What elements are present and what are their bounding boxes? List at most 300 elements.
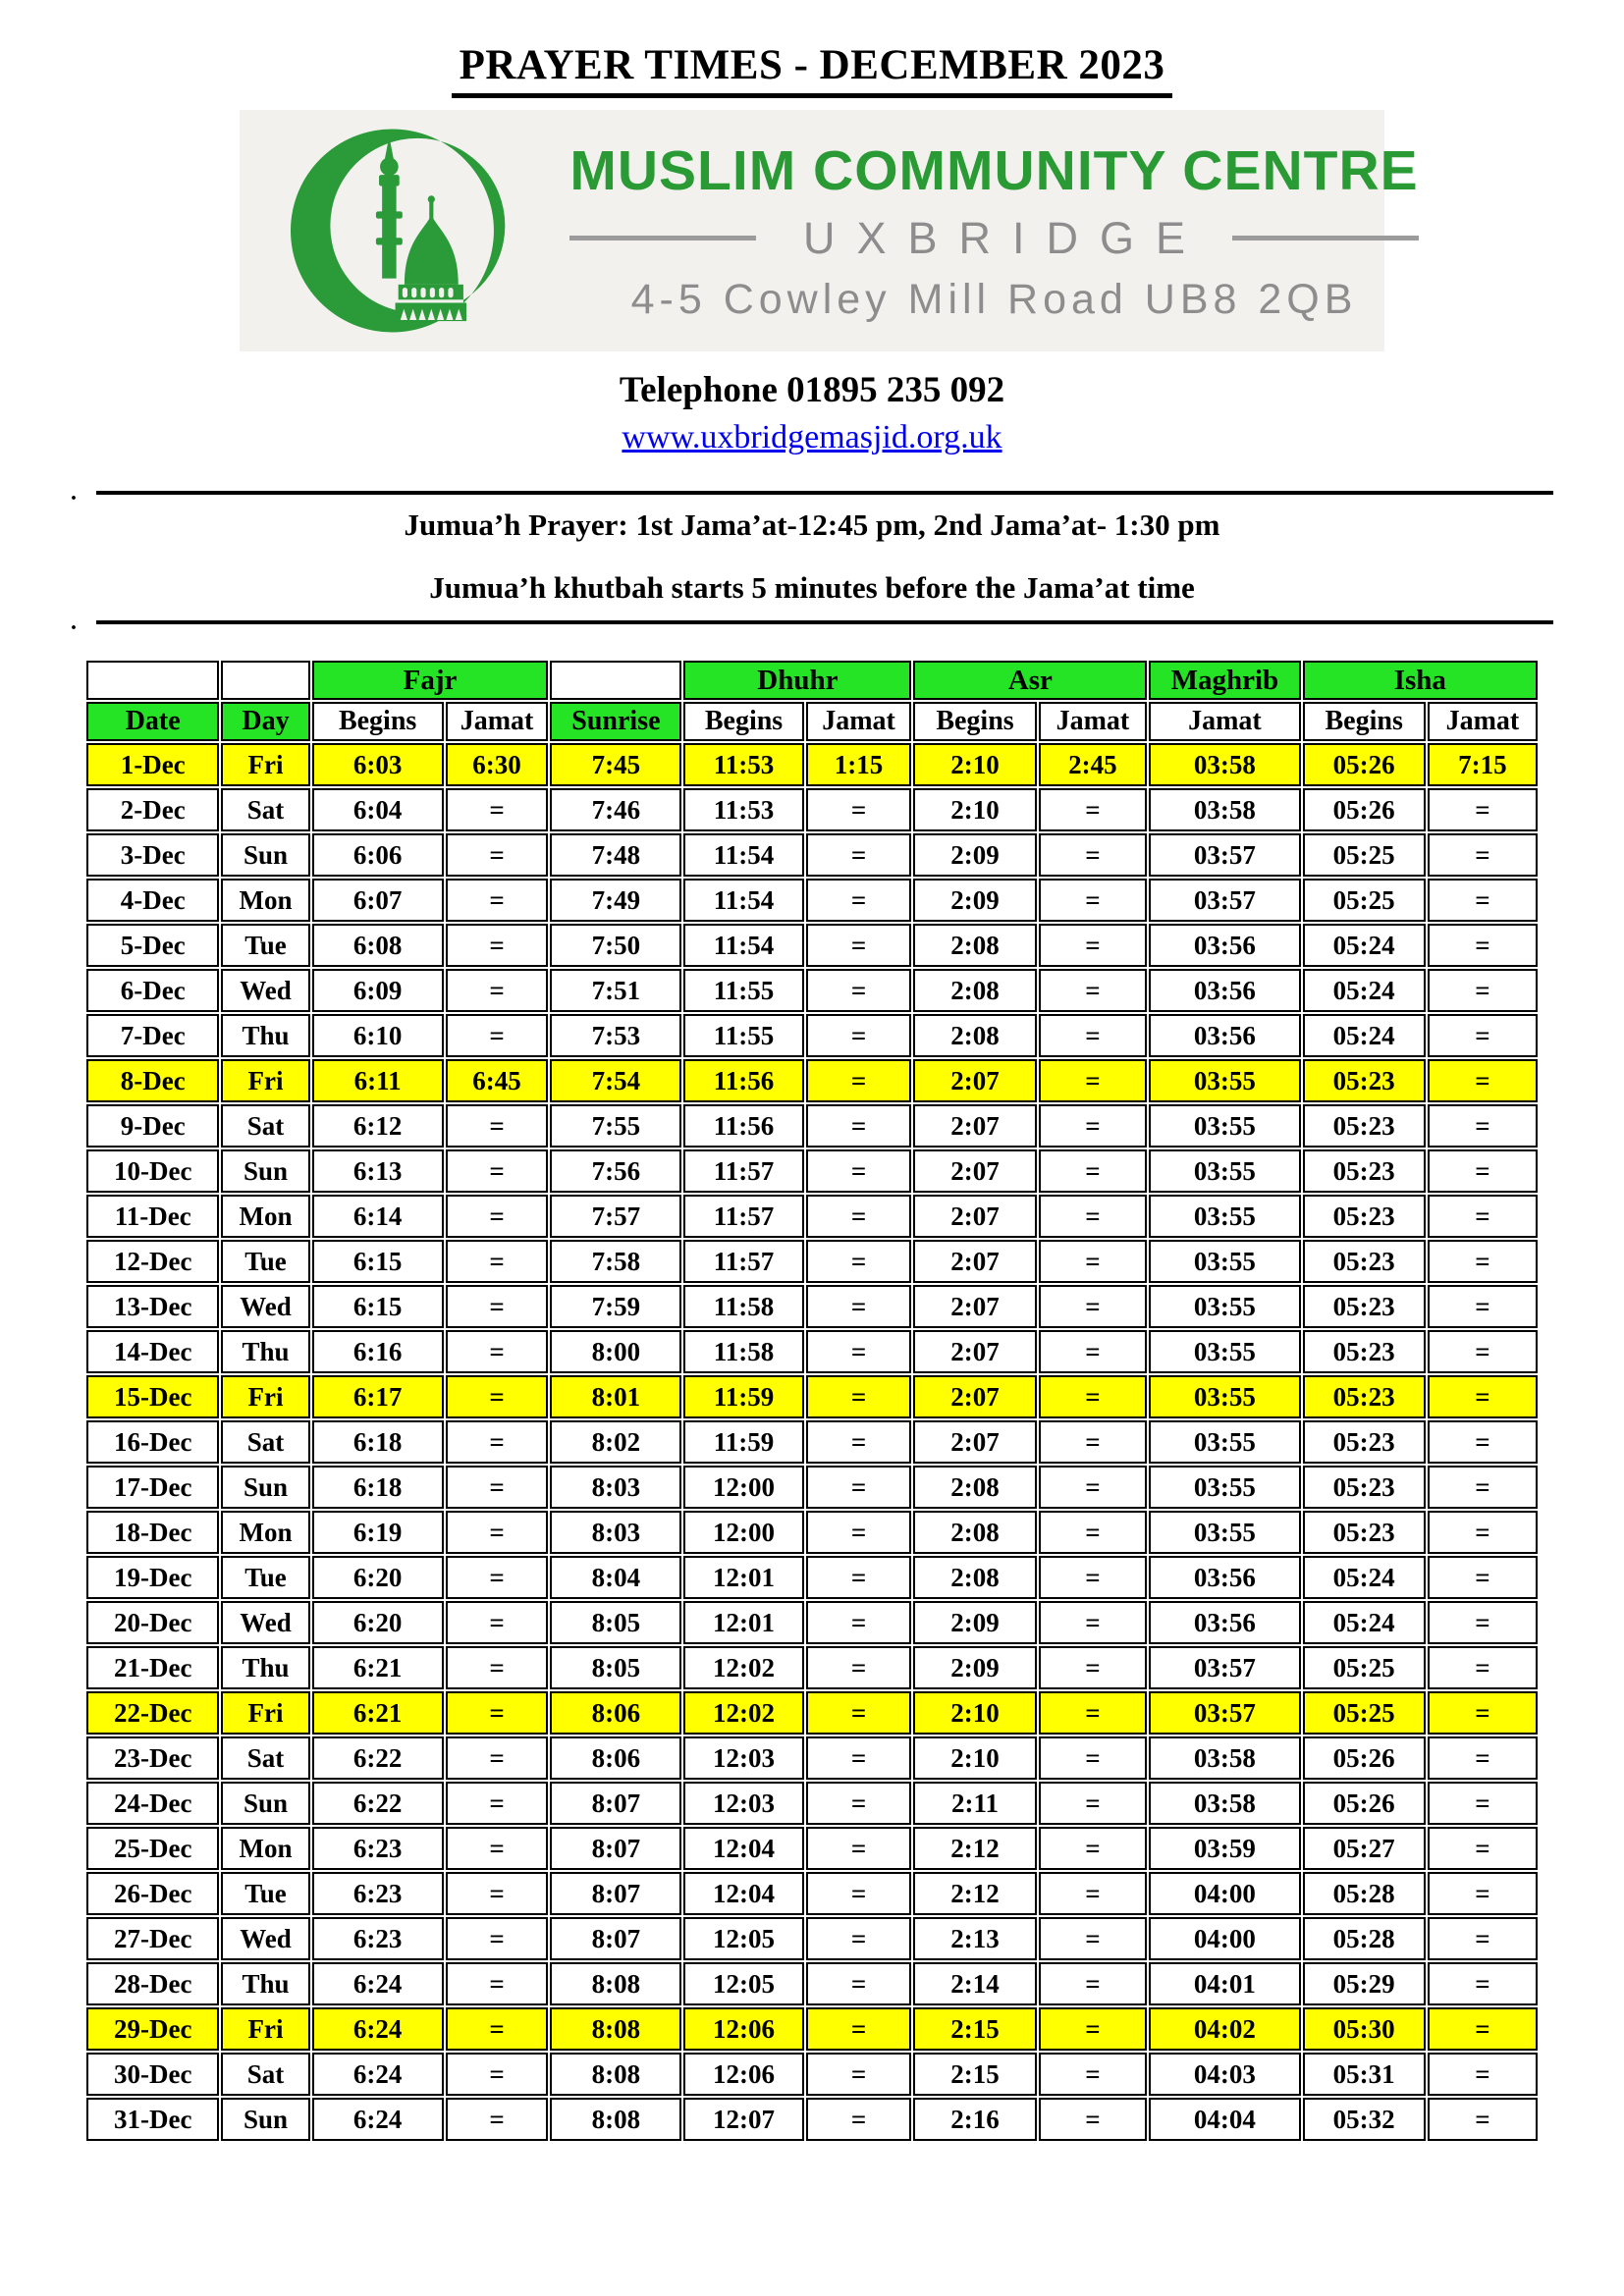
cell-maghrib-jamat: 03:56 xyxy=(1149,1601,1300,1644)
cell-maghrib-jamat: 04:01 xyxy=(1149,1962,1300,2005)
cell-isha-begins: 05:25 xyxy=(1303,1646,1426,1689)
table-row xyxy=(86,1285,1538,1328)
cell-dhuhr-jamat: = xyxy=(806,788,912,831)
cell-isha-jamat: = xyxy=(1428,1059,1538,1102)
table-row xyxy=(86,1917,1538,1960)
column-header-row xyxy=(86,702,1538,741)
cell-fajr-jamat: = xyxy=(446,1646,549,1689)
cell-isha-begins: 05:23 xyxy=(1303,1104,1426,1148)
cell-date: 22-Dec xyxy=(86,1691,219,1735)
cell-fajr-begins: 6:11 xyxy=(312,1059,444,1102)
cell-fajr-begins: 6:04 xyxy=(312,788,444,831)
cell-fajr-jamat: = xyxy=(446,1872,549,1915)
cell-asr-jamat: = xyxy=(1039,1827,1148,1870)
cell-date: 19-Dec xyxy=(86,1556,219,1599)
cell-asr-jamat: 2:45 xyxy=(1039,743,1148,786)
cell-asr-jamat: = xyxy=(1039,1330,1148,1373)
cell-sunrise: 7:54 xyxy=(550,1059,681,1102)
cell-fajr-jamat: = xyxy=(446,1466,549,1509)
cell-sunrise: 8:03 xyxy=(550,1466,681,1509)
cell-asr-begins: 2:09 xyxy=(913,1646,1036,1689)
cell-day: Sun xyxy=(221,1782,309,1825)
table-row xyxy=(86,1014,1538,1057)
cell-dhuhr-jamat: = xyxy=(806,1827,912,1870)
cell-fajr-begins: 6:22 xyxy=(312,1782,444,1825)
cell-date: 21-Dec xyxy=(86,1646,219,1689)
cell-dhuhr-begins: 11:54 xyxy=(683,879,803,922)
cell-isha-begins: 05:23 xyxy=(1303,1285,1426,1328)
cell-maghrib-jamat: 04:00 xyxy=(1149,1917,1300,1960)
cell-day: Mon xyxy=(221,1511,309,1554)
col-header-asr-begins: Begins xyxy=(913,702,1036,741)
cell-asr-begins: 2:15 xyxy=(913,2007,1036,2051)
cell-isha-begins: 05:27 xyxy=(1303,1827,1426,1870)
cell-fajr-jamat: = xyxy=(446,1917,549,1960)
cell-day: Wed xyxy=(221,1917,309,1960)
cell-asr-jamat: = xyxy=(1039,1240,1148,1283)
cell-isha-jamat: = xyxy=(1428,1646,1538,1689)
cell-asr-jamat: = xyxy=(1039,1149,1148,1193)
cell-maghrib-jamat: 03:56 xyxy=(1149,969,1300,1012)
cell-day: Thu xyxy=(221,1962,309,2005)
cell-dhuhr-begins: 12:05 xyxy=(683,1962,803,2005)
cell-fajr-jamat: = xyxy=(446,1782,549,1825)
cell-maghrib-jamat: 03:55 xyxy=(1149,1466,1300,1509)
cell-day: Sat xyxy=(221,1736,309,1780)
cell-day: Mon xyxy=(221,879,309,922)
cell-dhuhr-jamat: = xyxy=(806,1375,912,1418)
cell-isha-begins: 05:30 xyxy=(1303,2007,1426,2051)
right-rule-line xyxy=(1232,236,1419,240)
cell-asr-begins: 2:08 xyxy=(913,969,1036,1012)
table-row xyxy=(86,1466,1538,1509)
cell-fajr-begins: 6:07 xyxy=(312,879,444,922)
cell-dhuhr-begins: 11:55 xyxy=(683,969,803,1012)
table-row xyxy=(86,1195,1538,1238)
cell-fajr-begins: 6:13 xyxy=(312,1149,444,1193)
cell-dhuhr-begins: 12:02 xyxy=(683,1646,803,1689)
left-rule-line xyxy=(569,236,756,240)
cell-dhuhr-begins: 11:57 xyxy=(683,1195,803,1238)
cell-day: Fri xyxy=(221,743,309,786)
cell-isha-begins: 05:28 xyxy=(1303,1872,1426,1915)
cell-asr-begins: 2:15 xyxy=(913,2053,1036,2096)
cell-fajr-begins: 6:21 xyxy=(312,1646,444,1689)
cell-dhuhr-begins: 11:57 xyxy=(683,1149,803,1193)
cell-day: Fri xyxy=(221,1059,309,1102)
cell-asr-begins: 2:10 xyxy=(913,1736,1036,1780)
cell-dhuhr-jamat: = xyxy=(806,2053,912,2096)
cell-dhuhr-begins: 12:01 xyxy=(683,1556,803,1599)
cell-dhuhr-begins: 12:06 xyxy=(683,2007,803,2051)
cell-dhuhr-jamat: = xyxy=(806,1691,912,1735)
cell-sunrise: 7:56 xyxy=(550,1149,681,1193)
logo-banner xyxy=(240,110,1419,351)
cell-asr-jamat: = xyxy=(1039,2098,1148,2141)
table-row xyxy=(86,924,1538,967)
cell-asr-begins: 2:09 xyxy=(913,879,1036,922)
cell-asr-jamat: = xyxy=(1039,1511,1148,1554)
cell-isha-begins: 05:23 xyxy=(1303,1375,1426,1418)
cell-maghrib-jamat: 03:55 xyxy=(1149,1059,1300,1102)
cell-isha-jamat: 7:15 xyxy=(1428,743,1538,786)
cell-asr-jamat: = xyxy=(1039,1466,1148,1509)
cell-asr-jamat: = xyxy=(1039,1556,1148,1599)
cell-isha-begins: 05:25 xyxy=(1303,879,1426,922)
cell-fajr-begins: 6:06 xyxy=(312,833,444,877)
cell-fajr-begins: 6:09 xyxy=(312,969,444,1012)
cell-fajr-begins: 6:24 xyxy=(312,2007,444,2051)
cell-isha-jamat: = xyxy=(1428,1736,1538,1780)
col-header-dhuhr-jamat: Jamat xyxy=(806,702,912,741)
cell-fajr-begins: 6:15 xyxy=(312,1240,444,1283)
cell-date: 10-Dec xyxy=(86,1149,219,1193)
cell-asr-jamat: = xyxy=(1039,1195,1148,1238)
separator-rule-top xyxy=(71,480,1553,506)
cell-asr-jamat: = xyxy=(1039,1104,1148,1148)
cell-asr-begins: 2:09 xyxy=(913,1601,1036,1644)
cell-dhuhr-begins: 12:07 xyxy=(683,2098,803,2141)
cell-isha-jamat: = xyxy=(1428,924,1538,967)
cell-day: Sun xyxy=(221,2098,309,2141)
cell-fajr-jamat: = xyxy=(446,2007,549,2051)
cell-sunrise: 8:07 xyxy=(550,1827,681,1870)
cell-maghrib-jamat: 03:58 xyxy=(1149,1736,1300,1780)
cell-fajr-begins: 6:20 xyxy=(312,1556,444,1599)
rule-line xyxy=(96,491,1553,495)
cell-isha-jamat: = xyxy=(1428,1917,1538,1960)
org-name: MUSLIM COMMUNITY CENTRE xyxy=(569,138,1419,202)
cell-sunrise: 8:08 xyxy=(550,1962,681,2005)
cell-date: 7-Dec xyxy=(86,1014,219,1057)
website-link[interactable]: www.uxbridgemasjid.org.uk xyxy=(622,419,1002,455)
cell-date: 9-Dec xyxy=(86,1104,219,1148)
cell-asr-jamat: = xyxy=(1039,969,1148,1012)
mosque-crescent-logo xyxy=(245,114,569,347)
cell-date: 24-Dec xyxy=(86,1782,219,1825)
cell-day: Thu xyxy=(221,1330,309,1373)
cell-maghrib-jamat: 03:55 xyxy=(1149,1420,1300,1464)
cell-day: Wed xyxy=(221,1601,309,1644)
cell-day: Sun xyxy=(221,1466,309,1509)
page-title: PRAYER TIMES - DECEMBER 2023 xyxy=(452,41,1173,98)
cell-asr-jamat: = xyxy=(1039,1375,1148,1418)
cell-sunrise: 7:57 xyxy=(550,1195,681,1238)
cell-day: Sat xyxy=(221,1420,309,1464)
cell-maghrib-jamat: 03:55 xyxy=(1149,1375,1300,1418)
cell-asr-jamat: = xyxy=(1039,2007,1148,2051)
cell-asr-begins: 2:08 xyxy=(913,1511,1036,1554)
cell-sunrise: 8:07 xyxy=(550,1782,681,1825)
cell-dhuhr-jamat: = xyxy=(806,1782,912,1825)
logo-text-block xyxy=(569,138,1435,324)
cell-isha-jamat: = xyxy=(1428,1962,1538,2005)
cell-isha-jamat: = xyxy=(1428,879,1538,922)
cell-isha-begins: 05:32 xyxy=(1303,2098,1426,2141)
cell-date: 8-Dec xyxy=(86,1059,219,1102)
table-row xyxy=(86,1375,1538,1418)
col-header-asr-jamat: Jamat xyxy=(1039,702,1148,741)
col-header-maghrib-jamat: Jamat xyxy=(1149,702,1300,741)
col-header-day: Day xyxy=(221,702,309,741)
cell-date: 16-Dec xyxy=(86,1420,219,1464)
cell-day: Fri xyxy=(221,1375,309,1418)
stray-dot: . xyxy=(71,480,77,506)
cell-date: 1-Dec xyxy=(86,743,219,786)
cell-day: Sun xyxy=(221,833,309,877)
cell-fajr-jamat: = xyxy=(446,1330,549,1373)
cell-asr-begins: 2:07 xyxy=(913,1104,1036,1148)
cell-dhuhr-jamat: = xyxy=(806,1646,912,1689)
table-body xyxy=(86,743,1538,2141)
cell-day: Tue xyxy=(221,1872,309,1915)
cell-dhuhr-jamat: = xyxy=(806,924,912,967)
cell-fajr-jamat: = xyxy=(446,1375,549,1418)
cell-isha-begins: 05:23 xyxy=(1303,1240,1426,1283)
cell-isha-jamat: = xyxy=(1428,1104,1538,1148)
cell-isha-jamat: = xyxy=(1428,1782,1538,1825)
cell-asr-begins: 2:07 xyxy=(913,1195,1036,1238)
cell-dhuhr-jamat: = xyxy=(806,2098,912,2141)
cell-day: Sat xyxy=(221,1104,309,1148)
cell-date: 26-Dec xyxy=(86,1872,219,1915)
cell-maghrib-jamat: 04:02 xyxy=(1149,2007,1300,2051)
table-row xyxy=(86,969,1538,1012)
cell-day: Wed xyxy=(221,1285,309,1328)
cell-fajr-begins: 6:10 xyxy=(312,1014,444,1057)
cell-fajr-begins: 6:18 xyxy=(312,1420,444,1464)
cell-isha-begins: 05:23 xyxy=(1303,1149,1426,1193)
cell-asr-begins: 2:11 xyxy=(913,1782,1036,1825)
cell-maghrib-jamat: 03:58 xyxy=(1149,743,1300,786)
cell-maghrib-jamat: 03:55 xyxy=(1149,1104,1300,1148)
cell-date: 30-Dec xyxy=(86,2053,219,2096)
blank-cell xyxy=(550,661,681,700)
cell-sunrise: 7:49 xyxy=(550,879,681,922)
cell-asr-jamat: = xyxy=(1039,1059,1148,1102)
cell-day: Tue xyxy=(221,1240,309,1283)
cell-dhuhr-jamat: = xyxy=(806,1195,912,1238)
table-row xyxy=(86,1962,1538,2005)
cell-isha-jamat: = xyxy=(1428,788,1538,831)
col-header-dhuhr-begins: Begins xyxy=(683,702,803,741)
cell-isha-begins: 05:24 xyxy=(1303,1014,1426,1057)
cell-dhuhr-jamat: = xyxy=(806,1917,912,1960)
cell-isha-jamat: = xyxy=(1428,1601,1538,1644)
cell-isha-jamat: = xyxy=(1428,833,1538,877)
cell-asr-begins: 2:08 xyxy=(913,1556,1036,1599)
cell-day: Fri xyxy=(221,1691,309,1735)
cell-fajr-begins: 6:23 xyxy=(312,1827,444,1870)
cell-asr-jamat: = xyxy=(1039,1962,1148,2005)
cell-fajr-begins: 6:08 xyxy=(312,924,444,967)
cell-date: 4-Dec xyxy=(86,879,219,922)
cell-sunrise: 8:01 xyxy=(550,1375,681,1418)
cell-fajr-jamat: = xyxy=(446,1736,549,1780)
cell-asr-begins: 2:10 xyxy=(913,788,1036,831)
cell-isha-begins: 05:29 xyxy=(1303,1962,1426,2005)
cell-maghrib-jamat: 04:03 xyxy=(1149,2053,1300,2096)
cell-dhuhr-jamat: = xyxy=(806,969,912,1012)
cell-sunrise: 8:06 xyxy=(550,1691,681,1735)
cell-dhuhr-jamat: = xyxy=(806,1420,912,1464)
cell-asr-begins: 2:07 xyxy=(913,1285,1036,1328)
jumuah-khutbah-notice: Jumua’h khutbah starts 5 minutes before the Jama’at time xyxy=(429,570,1195,605)
blank-cell xyxy=(221,661,309,700)
cell-fajr-begins: 6:12 xyxy=(312,1104,444,1148)
cell-fajr-jamat: = xyxy=(446,1601,549,1644)
cell-maghrib-jamat: 03:58 xyxy=(1149,1782,1300,1825)
cell-dhuhr-begins: 11:54 xyxy=(683,924,803,967)
cell-date: 15-Dec xyxy=(86,1375,219,1418)
cell-isha-begins: 05:31 xyxy=(1303,2053,1426,2096)
cell-dhuhr-jamat: = xyxy=(806,879,912,922)
cell-maghrib-jamat: 04:04 xyxy=(1149,2098,1300,2141)
cell-isha-jamat: = xyxy=(1428,1149,1538,1193)
blank-cell xyxy=(86,661,219,700)
cell-fajr-jamat: = xyxy=(446,788,549,831)
cell-fajr-jamat: = xyxy=(446,1195,549,1238)
cell-fajr-begins: 6:20 xyxy=(312,1601,444,1644)
cell-fajr-begins: 6:24 xyxy=(312,2053,444,2096)
prayer-times-table xyxy=(84,659,1540,2143)
cell-date: 27-Dec xyxy=(86,1917,219,1960)
cell-dhuhr-begins: 11:53 xyxy=(683,788,803,831)
cell-isha-jamat: = xyxy=(1428,1466,1538,1509)
cell-dhuhr-begins: 12:04 xyxy=(683,1872,803,1915)
cell-asr-begins: 2:13 xyxy=(913,1917,1036,1960)
cell-fajr-begins: 6:22 xyxy=(312,1736,444,1780)
cell-fajr-begins: 6:15 xyxy=(312,1285,444,1328)
cell-day: Thu xyxy=(221,1646,309,1689)
col-header-fajr-begins: Begins xyxy=(312,702,444,741)
cell-dhuhr-begins: 11:58 xyxy=(683,1285,803,1328)
cell-isha-jamat: = xyxy=(1428,2007,1538,2051)
stray-dot: . xyxy=(71,610,77,635)
cell-maghrib-jamat: 03:56 xyxy=(1149,1014,1300,1057)
cell-dhuhr-jamat: = xyxy=(806,1962,912,2005)
cell-dhuhr-begins: 11:56 xyxy=(683,1059,803,1102)
cell-isha-begins: 05:24 xyxy=(1303,924,1426,967)
cell-isha-begins: 05:25 xyxy=(1303,833,1426,877)
cell-date: 18-Dec xyxy=(86,1511,219,1554)
cell-dhuhr-begins: 12:06 xyxy=(683,2053,803,2096)
cell-maghrib-jamat: 03:56 xyxy=(1149,924,1300,967)
cell-dhuhr-jamat: = xyxy=(806,833,912,877)
cell-asr-begins: 2:09 xyxy=(913,833,1036,877)
cell-dhuhr-begins: 12:03 xyxy=(683,1736,803,1780)
cell-asr-begins: 2:07 xyxy=(913,1420,1036,1464)
cell-maghrib-jamat: 03:57 xyxy=(1149,879,1300,922)
cell-asr-jamat: = xyxy=(1039,833,1148,877)
cell-isha-jamat: = xyxy=(1428,1195,1538,1238)
cell-isha-begins: 05:26 xyxy=(1303,1782,1426,1825)
cell-isha-jamat: = xyxy=(1428,1240,1538,1283)
cell-dhuhr-begins: 11:55 xyxy=(683,1014,803,1057)
cell-isha-begins: 05:28 xyxy=(1303,1917,1426,1960)
cell-asr-begins: 2:07 xyxy=(913,1330,1036,1373)
cell-asr-begins: 2:08 xyxy=(913,1014,1036,1057)
cell-asr-begins: 2:08 xyxy=(913,924,1036,967)
cell-dhuhr-jamat: = xyxy=(806,1059,912,1102)
cell-maghrib-jamat: 03:57 xyxy=(1149,1646,1300,1689)
cell-day: Tue xyxy=(221,924,309,967)
cell-date: 20-Dec xyxy=(86,1601,219,1644)
cell-dhuhr-begins: 12:00 xyxy=(683,1511,803,1554)
cell-asr-jamat: = xyxy=(1039,1872,1148,1915)
cell-fajr-jamat: 6:45 xyxy=(446,1059,549,1102)
cell-date: 11-Dec xyxy=(86,1195,219,1238)
cell-sunrise: 8:08 xyxy=(550,2007,681,2051)
cell-fajr-begins: 6:23 xyxy=(312,1917,444,1960)
table-row xyxy=(86,1149,1538,1193)
cell-day: Mon xyxy=(221,1195,309,1238)
cell-dhuhr-jamat: = xyxy=(806,1511,912,1554)
cell-fajr-jamat: = xyxy=(446,969,549,1012)
cell-sunrise: 7:59 xyxy=(550,1285,681,1328)
cell-isha-jamat: = xyxy=(1428,2053,1538,2096)
cell-day: Tue xyxy=(221,1556,309,1599)
cell-dhuhr-jamat: = xyxy=(806,1736,912,1780)
cell-isha-jamat: = xyxy=(1428,1285,1538,1328)
cell-date: 14-Dec xyxy=(86,1330,219,1373)
cell-asr-begins: 2:10 xyxy=(913,743,1036,786)
cell-sunrise: 7:45 xyxy=(550,743,681,786)
cell-sunrise: 7:53 xyxy=(550,1014,681,1057)
cell-asr-jamat: = xyxy=(1039,1646,1148,1689)
cell-dhuhr-jamat: = xyxy=(806,1014,912,1057)
cell-fajr-jamat: = xyxy=(446,1104,549,1148)
cell-date: 31-Dec xyxy=(86,2098,219,2141)
cell-isha-begins: 05:23 xyxy=(1303,1466,1426,1509)
cell-isha-begins: 05:23 xyxy=(1303,1420,1426,1464)
cell-sunrise: 8:05 xyxy=(550,1601,681,1644)
cell-day: Sun xyxy=(221,1149,309,1193)
col-header-isha-jamat: Jamat xyxy=(1428,702,1538,741)
cell-isha-begins: 05:24 xyxy=(1303,969,1426,1012)
cell-dhuhr-jamat: = xyxy=(806,1285,912,1328)
cell-fajr-begins: 6:19 xyxy=(312,1511,444,1554)
table-row xyxy=(86,788,1538,831)
cell-maghrib-jamat: 03:55 xyxy=(1149,1240,1300,1283)
cell-asr-begins: 2:14 xyxy=(913,1962,1036,2005)
cell-date: 17-Dec xyxy=(86,1466,219,1509)
cell-isha-jamat: = xyxy=(1428,1375,1538,1418)
cell-fajr-jamat: = xyxy=(446,1691,549,1735)
cell-dhuhr-begins: 12:01 xyxy=(683,1601,803,1644)
cell-dhuhr-begins: 12:03 xyxy=(683,1782,803,1825)
cell-fajr-jamat: = xyxy=(446,1827,549,1870)
cell-asr-begins: 2:08 xyxy=(913,1466,1036,1509)
cell-fajr-begins: 6:21 xyxy=(312,1691,444,1735)
cell-day: Wed xyxy=(221,969,309,1012)
cell-sunrise: 7:51 xyxy=(550,969,681,1012)
cell-sunrise: 8:04 xyxy=(550,1556,681,1599)
cell-isha-jamat: = xyxy=(1428,969,1538,1012)
table-row xyxy=(86,1059,1538,1102)
col-header-sunrise: Sunrise xyxy=(550,702,681,741)
cell-asr-jamat: = xyxy=(1039,1736,1148,1780)
table-row xyxy=(86,743,1538,786)
table-row xyxy=(86,1104,1538,1148)
cell-maghrib-jamat: 03:56 xyxy=(1149,1556,1300,1599)
cell-isha-jamat: = xyxy=(1428,2098,1538,2141)
group-header-asr: Asr xyxy=(913,661,1147,700)
cell-day: Thu xyxy=(221,1014,309,1057)
cell-dhuhr-begins: 12:04 xyxy=(683,1827,803,1870)
cell-asr-begins: 2:10 xyxy=(913,1691,1036,1735)
cell-fajr-jamat: = xyxy=(446,1240,549,1283)
